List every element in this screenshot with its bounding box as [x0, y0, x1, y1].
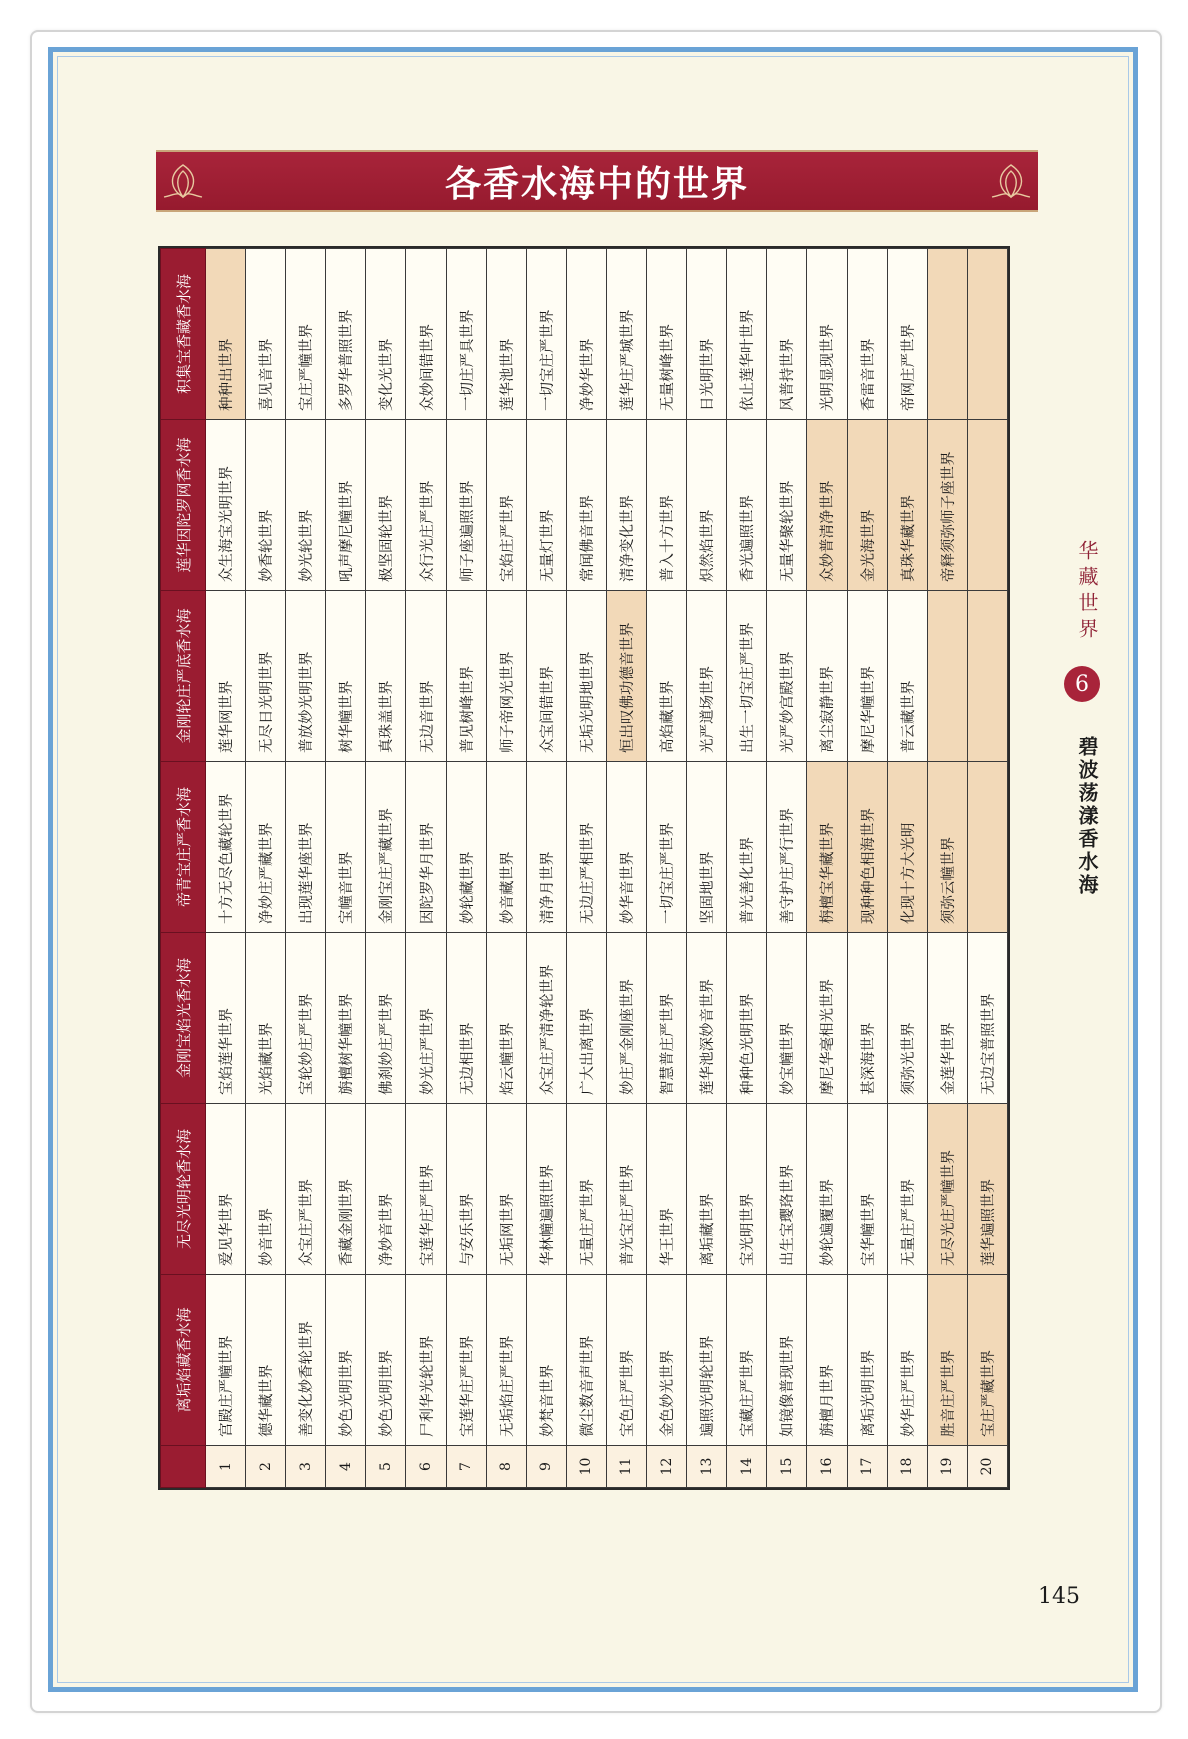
- table-cell: 普放妙光明世界: [286, 591, 326, 762]
- row-number: 5: [366, 1446, 406, 1488]
- table-row: [606, 249, 646, 1488]
- table-cell: 变化光世界: [366, 249, 406, 420]
- table-cell: 无边庄严相世界: [566, 762, 606, 933]
- table-cell: 妙宝幢世界: [767, 933, 807, 1104]
- table-cell: 树华幢世界: [326, 591, 366, 762]
- table-cell: 宝焰莲华世界: [206, 933, 246, 1104]
- row-number: 2: [246, 1446, 286, 1488]
- table-row: [486, 249, 526, 1488]
- table-cell: 妙音藏世界: [486, 762, 526, 933]
- table-cell: 金莲华世界: [927, 933, 967, 1104]
- table-cell: 遍照光明轮世界: [687, 1275, 727, 1446]
- table-cell: 普见树峰世界: [446, 591, 486, 762]
- table-cell: 众宝间错世界: [526, 591, 566, 762]
- table-cell: [927, 249, 967, 420]
- table-cell: 莲华庄严城世界: [606, 249, 646, 420]
- table-cell: 无垢焰庄严世界: [486, 1275, 526, 1446]
- chapter-number-badge: 6: [1064, 666, 1100, 702]
- column-header: 帝青宝庄严香水海: [161, 762, 206, 933]
- table-row: [967, 249, 1007, 1488]
- table-cell: 爱见华世界: [206, 1104, 246, 1275]
- table-row: [887, 249, 927, 1488]
- table-row: [687, 249, 727, 1488]
- table-cell: 出生一切宝庄严世界: [727, 591, 767, 762]
- row-number: 12: [647, 1446, 687, 1488]
- column-header: 离垢焰藏香水海: [161, 1275, 206, 1446]
- table-cell: 多罗华普照世界: [326, 249, 366, 420]
- row-number: 7: [446, 1446, 486, 1488]
- table-cell: 极坚固轮世界: [366, 420, 406, 591]
- table-cell: 种种出世界: [206, 249, 246, 420]
- table-row: [246, 249, 286, 1488]
- table-cell: [967, 591, 1007, 762]
- row-number: 1: [206, 1446, 246, 1488]
- table-cell: 坚固地世界: [687, 762, 727, 933]
- table-cell: 宝焰庄严世界: [486, 420, 526, 591]
- side-section-label: 华藏世界: [1075, 540, 1099, 644]
- title-banner: [156, 150, 1038, 212]
- table-cell: 焰云幢世界: [486, 933, 526, 1104]
- table-cell: 无量庄严世界: [566, 1104, 606, 1275]
- table-cell: 微尘数音声世界: [566, 1275, 606, 1446]
- table-cell: 佛刹妙庄严世界: [366, 933, 406, 1104]
- table-cell: 帝释须弥师子座世界: [927, 420, 967, 591]
- table-cell: 离尘寂静世界: [807, 591, 847, 762]
- table-cell: 宝庄严藏世界: [967, 1275, 1007, 1446]
- table-cell: 宝光明世界: [727, 1104, 767, 1275]
- table-cell: 光严妙宫殿世界: [767, 591, 807, 762]
- table-header-row: [161, 249, 206, 1488]
- table-cell: 摩尼华毫相光世界: [807, 933, 847, 1104]
- table-cell: 日光明世界: [687, 249, 727, 420]
- table-cell: 吼声摩尼幢世界: [326, 420, 366, 591]
- table-cell: 离垢藏世界: [687, 1104, 727, 1275]
- table-cell: 帝网庄严世界: [887, 249, 927, 420]
- table-cell: 须弥光世界: [887, 933, 927, 1104]
- row-number: 14: [727, 1446, 767, 1488]
- row-number: 19: [927, 1446, 967, 1488]
- table-row: [286, 249, 326, 1488]
- table-cell: 依止莲华叶世界: [727, 249, 767, 420]
- table-cell: 种种色光明世界: [727, 933, 767, 1104]
- lotus-ornament-icon: [988, 157, 1034, 203]
- table-cell: 智慧普庄严世界: [647, 933, 687, 1104]
- table-cell: 炽然焰世界: [687, 420, 727, 591]
- table-cell: [927, 591, 967, 762]
- table-cell: 华王世界: [647, 1104, 687, 1275]
- table-cell: 净妙庄严藏世界: [246, 762, 286, 933]
- table-cell: 众生海宝光明世界: [206, 420, 246, 591]
- table-cell: 无垢网世界: [486, 1104, 526, 1275]
- table-cell: 莲华遍照世界: [967, 1104, 1007, 1275]
- table-cell: 金色妙光世界: [647, 1275, 687, 1446]
- table-cell: 清净变化世界: [606, 420, 646, 591]
- table-cell: 甚深海世界: [847, 933, 887, 1104]
- table-cell: 一切宝庄严世界: [526, 249, 566, 420]
- table-cell: 众宝庄严清净轮世界: [526, 933, 566, 1104]
- table-cell: 尸利华光轮世界: [406, 1275, 446, 1446]
- worlds-table: [160, 248, 1008, 1488]
- table-cell: 妙音世界: [246, 1104, 286, 1275]
- table-cell: 妙华音世界: [606, 762, 646, 933]
- table-row: [927, 249, 967, 1488]
- table-cell: 宝莲华庄严世界: [446, 1275, 486, 1446]
- table-cell: 一切宝庄严世界: [647, 762, 687, 933]
- table-cell: 清净月世界: [526, 762, 566, 933]
- table-cell: 摩尼华幢世界: [847, 591, 887, 762]
- column-header: 积集宝香藏香水海: [161, 249, 206, 420]
- table-row: [366, 249, 406, 1488]
- row-number: 17: [847, 1446, 887, 1488]
- table-cell: 须弥云幢世界: [927, 762, 967, 933]
- row-number: 9: [526, 1446, 566, 1488]
- table-cell: 妙光庄严世界: [406, 933, 446, 1104]
- table-row: [727, 249, 767, 1488]
- table-cell: 宝华幢世界: [847, 1104, 887, 1275]
- header-corner: [161, 1446, 206, 1488]
- table-cell: 常闻佛音世界: [566, 420, 606, 591]
- table-cell: 离垢光明世界: [847, 1275, 887, 1446]
- table-cell: 普入十方世界: [647, 420, 687, 591]
- table-cell: 栴檀宝华藏世界: [807, 762, 847, 933]
- table-cell: 宝色庄严世界: [606, 1275, 646, 1446]
- table-cell: 妙华庄严世界: [887, 1275, 927, 1446]
- table-cell: 善守护庄严行世界: [767, 762, 807, 933]
- table-cell: 普光宝庄严世界: [606, 1104, 646, 1275]
- table-cell: [967, 420, 1007, 591]
- table-cell: 光焰藏世界: [246, 933, 286, 1104]
- column-header: 金刚轮庄严底香水海: [161, 591, 206, 762]
- table-cell: 光严道场世界: [687, 591, 727, 762]
- table-cell: 现种种色相海世界: [847, 762, 887, 933]
- table-cell: 妙轮遍覆世界: [807, 1104, 847, 1275]
- row-number: 11: [606, 1446, 646, 1488]
- table-cell: 香雷音世界: [847, 249, 887, 420]
- row-number: 13: [687, 1446, 727, 1488]
- table-cell: 出现莲华座世界: [286, 762, 326, 933]
- table-row: [206, 249, 246, 1488]
- row-number: 4: [326, 1446, 366, 1488]
- table-row: [767, 249, 807, 1488]
- table-cell: 宫殿庄严幢世界: [206, 1275, 246, 1446]
- table-body: [206, 249, 1008, 1488]
- table-cell: 妙梵音世界: [526, 1275, 566, 1446]
- table-cell: 宝幢音世界: [326, 762, 366, 933]
- table-cell: 妙轮藏世界: [446, 762, 486, 933]
- table-cell: 普光善化世界: [727, 762, 767, 933]
- table-cell: 无量灯世界: [526, 420, 566, 591]
- table-cell: 师子帝网光世界: [486, 591, 526, 762]
- table-cell: 光明显现世界: [807, 249, 847, 420]
- table-cell: 众行光庄严世界: [406, 420, 446, 591]
- row-number: 16: [807, 1446, 847, 1488]
- table-cell: 妙香轮世界: [246, 420, 286, 591]
- table-cell: 金刚宝庄严藏世界: [366, 762, 406, 933]
- table-row: [807, 249, 847, 1488]
- table-cell: 师子座遍照世界: [446, 420, 486, 591]
- table-cell: 宝藏庄严世界: [727, 1275, 767, 1446]
- row-number: 3: [286, 1446, 326, 1488]
- table-cell: 宝轮妙庄严世界: [286, 933, 326, 1104]
- column-header: 莲华因陀罗网香水海: [161, 420, 206, 591]
- table-cell: 无垢光明地世界: [566, 591, 606, 762]
- table-cell: [967, 762, 1007, 933]
- table-cell: 妙色光明世界: [366, 1275, 406, 1446]
- table-cell: 无边相世界: [446, 933, 486, 1104]
- table-cell: 风普持世界: [767, 249, 807, 420]
- worlds-table-container: [158, 246, 1010, 1490]
- table-cell: 出生宝璎珞世界: [767, 1104, 807, 1275]
- table-cell: 真珠华藏世界: [887, 420, 927, 591]
- table-cell: 众妙间错世界: [406, 249, 446, 420]
- table-cell: 众妙普清净世界: [807, 420, 847, 591]
- side-chapter-title: 碧波荡漾香水海: [1075, 736, 1099, 897]
- table-cell: 广大出离世界: [566, 933, 606, 1104]
- table-cell: 众宝庄严世界: [286, 1104, 326, 1275]
- table-cell: 妙庄严金刚座世界: [606, 933, 646, 1104]
- table-row: [526, 249, 566, 1488]
- table-cell: 旃檀树华幢世界: [326, 933, 366, 1104]
- row-number: 15: [767, 1446, 807, 1488]
- table-cell: [967, 249, 1007, 420]
- table-cell: 十方无尽色藏轮世界: [206, 762, 246, 933]
- column-header: 金刚宝焰光香水海: [161, 933, 206, 1104]
- table-cell: 妙光轮世界: [286, 420, 326, 591]
- table-cell: 莲华池世界: [486, 249, 526, 420]
- row-number: 8: [486, 1446, 526, 1488]
- table-cell: 与安乐世界: [446, 1104, 486, 1275]
- table-cell: 无边宝普照世界: [967, 933, 1007, 1104]
- table-cell: 净妙音世界: [366, 1104, 406, 1275]
- table-cell: 高焰藏世界: [647, 591, 687, 762]
- table-cell: 无尽光庄严幢世界: [927, 1104, 967, 1275]
- table-cell: 无量庄严世界: [887, 1104, 927, 1275]
- table-cell: 金光海世界: [847, 420, 887, 591]
- table-cell: 莲华网世界: [206, 591, 246, 762]
- table-cell: 德华藏世界: [246, 1275, 286, 1446]
- rotated-table: [160, 248, 1008, 1488]
- table-row: [406, 249, 446, 1488]
- table-cell: 香光遍照世界: [727, 420, 767, 591]
- table-row: [566, 249, 606, 1488]
- table-cell: 胜音庄严世界: [927, 1275, 967, 1446]
- table-cell: 香藏金刚世界: [326, 1104, 366, 1275]
- table-cell: 无量树峰世界: [647, 249, 687, 420]
- table-cell: 宝庄严幢世界: [286, 249, 326, 420]
- table-cell: 宝莲华庄严世界: [406, 1104, 446, 1275]
- lotus-ornament-icon: [160, 157, 206, 203]
- table-cell: 恒出叹佛功德音世界: [606, 591, 646, 762]
- table-cell: 化现十方大光明: [887, 762, 927, 933]
- table-cell: 莲华池深妙音世界: [687, 933, 727, 1104]
- table-cell: 普云藏世界: [887, 591, 927, 762]
- page-number: 145: [1038, 1584, 1080, 1609]
- row-number: 6: [406, 1446, 446, 1488]
- table-cell: 一切庄严具世界: [446, 249, 486, 420]
- table-row: [647, 249, 687, 1488]
- table-cell: 真珠盖世界: [366, 591, 406, 762]
- table-cell: 净妙华世界: [566, 249, 606, 420]
- table-cell: 无边音世界: [406, 591, 446, 762]
- table-cell: 无量华聚轮世界: [767, 420, 807, 591]
- column-header: 无尽光明轮香水海: [161, 1104, 206, 1275]
- table-cell: 善变化妙香轮世界: [286, 1275, 326, 1446]
- table-cell: 妙色光明世界: [326, 1275, 366, 1446]
- row-number: 10: [566, 1446, 606, 1488]
- table-cell: 旃檀月世界: [807, 1275, 847, 1446]
- table-cell: 如镜像普现世界: [767, 1275, 807, 1446]
- table-row: [847, 249, 887, 1488]
- table-cell: 喜见音世界: [246, 249, 286, 420]
- row-number: 20: [967, 1446, 1007, 1488]
- page-title: 各香水海中的世界: [444, 163, 749, 205]
- table-cell: 无尽日光明世界: [246, 591, 286, 762]
- table-row: [446, 249, 486, 1488]
- table-cell: 因陀罗华月世界: [406, 762, 446, 933]
- table-row: [326, 249, 366, 1488]
- row-number: 18: [887, 1446, 927, 1488]
- table-cell: 华林幢遍照世界: [526, 1104, 566, 1275]
